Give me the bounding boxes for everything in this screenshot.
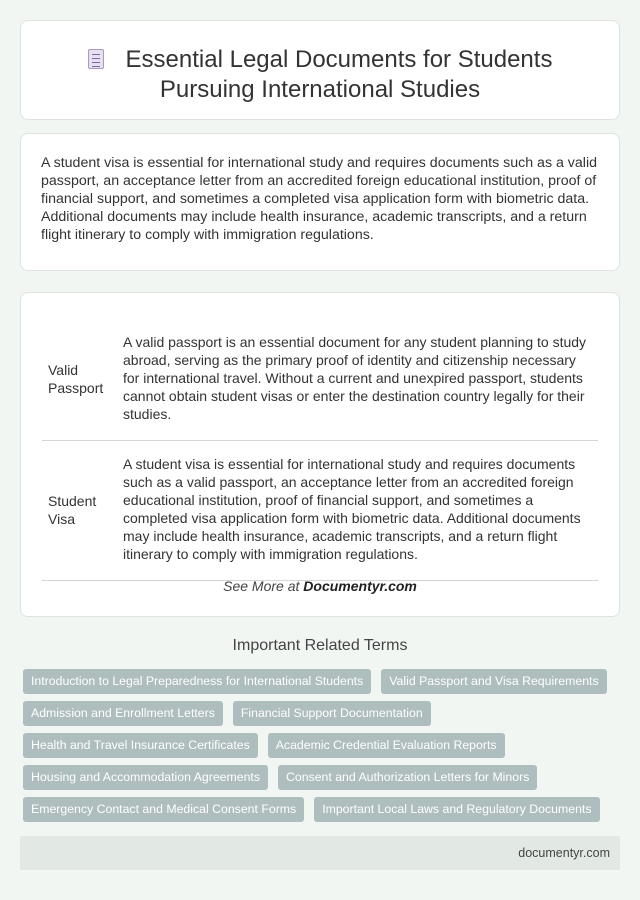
see-more-link[interactable]: Documentyr.com xyxy=(303,578,417,594)
related-term-tag[interactable]: Emergency Contact and Medical Consent Forms xyxy=(23,797,304,822)
intro-card xyxy=(20,133,620,271)
footer-site-link[interactable]: documentyr.com xyxy=(518,846,610,860)
term-cell: Student Visa xyxy=(42,440,117,580)
related-term-tag[interactable]: Admission and Enrollment Letters xyxy=(23,701,223,726)
title-line-1: Essential Legal Documents for Students xyxy=(125,46,553,73)
related-term-tag[interactable]: Academic Credential Evaluation Reports xyxy=(268,733,505,758)
footer xyxy=(20,836,620,870)
related-term-tag[interactable]: Health and Travel Insurance Certificates xyxy=(23,733,258,758)
related-term-tag[interactable]: Consent and Authorization Letters for Minors xyxy=(278,765,537,790)
related-term-tag[interactable]: Housing and Accommodation Agreements xyxy=(23,765,268,790)
intro-text: A student visa is essential for international study and requires documents such as a valid passport, an acceptance letter from an accredited foreign educational institution, proof of financial support, and sometimes a completed visa application form with biometric data. Additional documents may include health insurance, academic transcripts, and a return flight itinerary to comply with immigration regulations. xyxy=(41,155,597,243)
see-more-text: See More at Documentyr.com xyxy=(223,578,417,594)
related-term-tag[interactable]: Important Local Laws and Regulatory Documents xyxy=(314,797,599,822)
related-term-tag[interactable]: Financial Support Documentation xyxy=(233,701,431,726)
table-row xyxy=(42,319,598,440)
page-title xyxy=(21,45,619,105)
definitions-table xyxy=(42,319,598,581)
definitions-card xyxy=(20,292,620,617)
term-cell: Valid Passport xyxy=(42,319,117,440)
title-line-2: Pursuing International Studies xyxy=(159,76,481,103)
title-card xyxy=(20,20,620,120)
definition-cell: A valid passport is an essential document for any student planning to study abroad, serving as the primary proof of identity and citizenship necessary for international travel. Without a current and unexpired passport, students cannot obtain student visas or enter the destination country legally for their studies. xyxy=(117,319,598,440)
definition-cell: A student visa is essential for international study and requires documents such as a valid passport, an acceptance letter from an accredited foreign educational institution, proof of financial support, and sometimes a completed visa application form with biometric data. Additional documents may include health insurance, academic transcripts, and a return flight itinerary to comply with immigration regulations. xyxy=(117,440,598,580)
related-terms-list xyxy=(23,669,623,829)
document-icon xyxy=(88,49,104,69)
related-term-tag[interactable]: Introduction to Legal Preparedness for International Students xyxy=(23,669,371,694)
related-term-tag[interactable]: Valid Passport and Visa Requirements xyxy=(381,669,606,694)
related-terms-heading: Important Related Terms xyxy=(232,637,408,654)
table-row xyxy=(42,440,598,580)
